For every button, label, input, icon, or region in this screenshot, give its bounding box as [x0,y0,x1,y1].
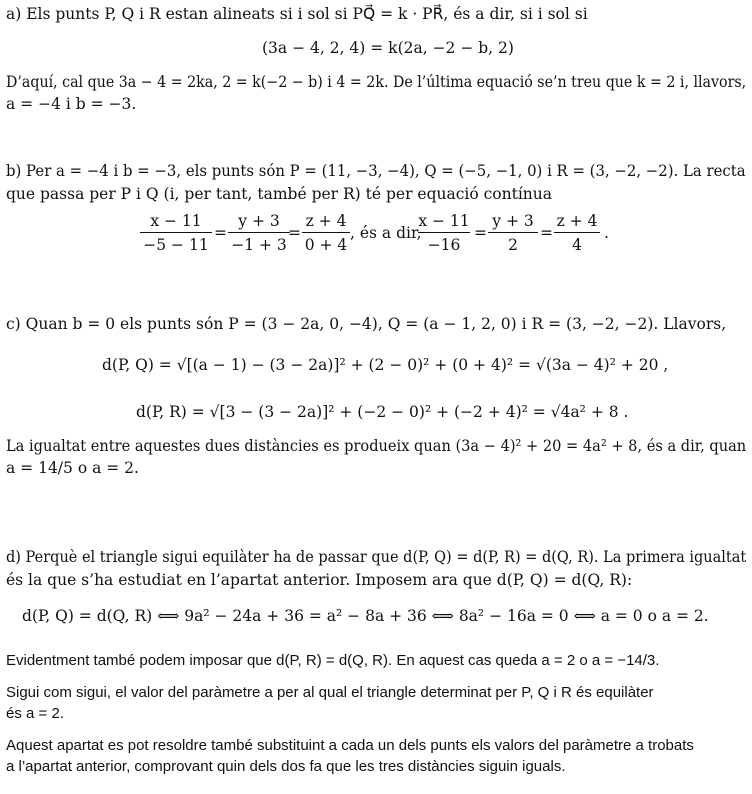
fraction-x-simplified [418,212,470,254]
part-a-line-3: a = −4 i b = −3. [6,95,137,113]
distance-pq-equation: d(P, Q) = √[(a − 1) − (3 − 2a)]² + (2 − 0)² + (0 + 4)² = √(3a − 4)² + 20 , [102,356,669,374]
part-d-equation: d(P, Q) = d(Q, R) ⟺ 9a² − 24a + 36 = a² − 8a + 36 ⟺ 8a² − 16a = 0 ⟺ a = 0 o a = 2. [22,607,709,625]
fraction-denominator: −16 [427,236,461,254]
fraction-x [140,212,212,254]
part-a-line-1: a) Els punts P, Q i R estan alineats si i sol si PQ⃗ = k · PR⃗, és a dir, si i sol si [6,5,588,23]
fraction-numerator: z + 4 [305,212,347,230]
end-period: . [604,224,609,242]
part-d-line-3: Evidentment també podem imposar que d(P, R) = d(Q, R). En aquest cas queda a = 2 o a = −14/3. [6,652,660,669]
fraction-y [228,212,290,254]
part-d-line-4: Sigui com sigui, el valor del paràmetre a per al qual el triangle determinat per P, Q i R és equilàter [6,684,654,701]
fraction-numerator: z + 4 [556,212,598,230]
fraction-bar [302,232,350,233]
fraction-numerator: y + 3 [492,212,534,230]
equals-sign: = [288,224,301,242]
fraction-denominator: −1 + 3 [231,236,287,254]
part-b-line-2: que passa per P i Q (i, per tant, també per R) té per equació contínua [6,185,553,203]
fraction-bar [488,232,538,233]
fraction-numerator: y + 3 [238,212,280,230]
connector-text: , és a dir, [350,224,422,242]
fraction-bar [554,232,600,233]
fraction-denominator: 0 + 4 [304,236,348,254]
fraction-z-simplified [554,212,600,254]
part-c-line-2: La igualtat entre aquestes dues distàncies es produeix quan (3a − 4)² + 20 = 4a² + 8, és a dir, quan [6,437,747,455]
part-d-line-7: a l’apartat anterior, comprovant quin dels dos fa que les tres distàncies siguin iguals. [6,758,566,775]
part-a-equation: (3a − 4, 2, 4) = k(2a, −2 − b, 2) [262,39,514,57]
equals-sign: = [214,224,227,242]
fraction-denominator: −5 − 11 [143,236,209,254]
part-d-line-2: és la que s’ha estudiat en l’apartat anterior. Imposem ara que d(P, Q) = d(Q, R): [6,571,633,589]
distance-pr-equation: d(P, R) = √[3 − (3 − 2a)]² + (−2 − 0)² + (−2 + 4)² = √4a² + 8 . [136,403,629,421]
fraction-y-simplified [488,212,538,254]
fraction-numerator: x − 11 [150,212,202,230]
equals-sign: = [540,224,553,242]
fraction-numerator: x − 11 [418,212,470,230]
fraction-bar [140,232,212,233]
part-b-line-1: b) Per a = −4 i b = −3, els punts són P = (11, −3, −4), Q = (−5, −1, 0) i R = (3, −2, −2). La recta [6,162,746,180]
part-d-line-5: és a = 2. [6,705,64,722]
part-a-line-2: D’aquí, cal que 3a − 4 = 2ka, 2 = k(−2 − b) i 4 = 2k. De l’última equació se’n treu que k = 2 i, llavors, [6,73,747,91]
part-c-line-1: c) Quan b = 0 els punts són P = (3 − 2a, 0, −4), Q = (a − 1, 2, 0) i R = (3, −2, −2). Llavors, [6,315,727,333]
part-d-line-6: Aquest apartat es pot resoldre també substituint a cada un dels punts els valors del paràmetre a trobats [6,737,694,754]
fraction-denominator: 4 [572,236,582,254]
part-d-line-1: d) Perquè el triangle sigui equilàter ha de passar que d(P, Q) = d(P, R) = d(Q, R). La primera igualtat [6,548,747,566]
part-c-line-3: a = 14/5 o a = 2. [6,459,139,477]
fraction-z [302,212,350,254]
fraction-denominator: 2 [508,236,518,254]
equals-sign: = [474,224,487,242]
fraction-bar [228,232,290,233]
fraction-bar [418,232,470,233]
